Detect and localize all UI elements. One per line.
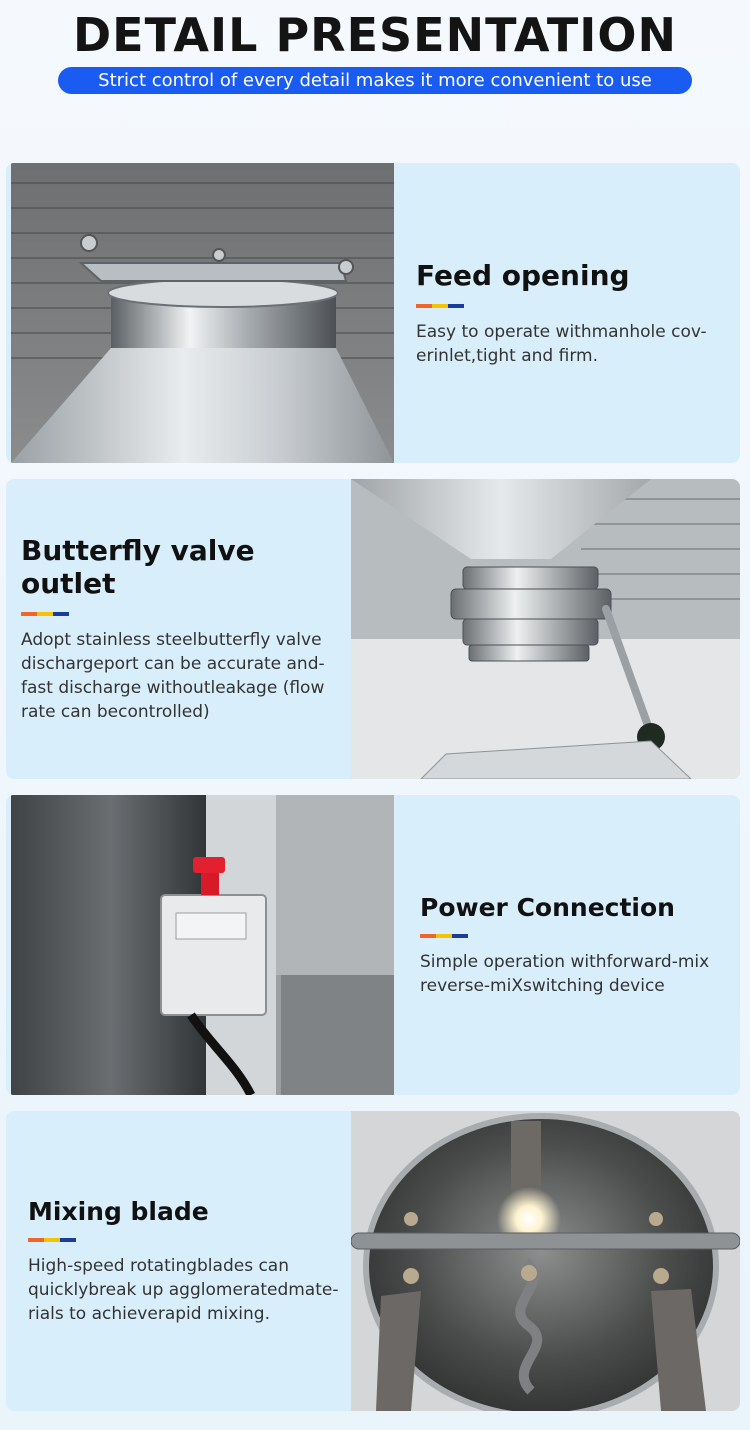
feature-heading: Power Connection (420, 892, 675, 922)
feature-card-feed-opening (6, 163, 740, 463)
accent-underline (420, 934, 730, 938)
subtitle-banner: Strict control of every detail makes it more convenient to use (58, 67, 692, 94)
power-switch-photo (11, 795, 394, 1095)
butterfly-valve-photo (351, 479, 740, 779)
feature-card-power-connection (6, 795, 740, 1095)
feature-card-mixing-blade (6, 1111, 740, 1411)
page-title: DETAIL PRESENTATION (73, 8, 677, 62)
feature-text (28, 1111, 353, 1411)
feature-description: Easy to operate withmanhole cov- erinlet,tight and firm. (416, 321, 707, 366)
feature-heading: Mixing blade (28, 1196, 209, 1226)
feature-text (416, 163, 726, 463)
feature-description: Adopt stainless steelbutterfly valve dischargeport can be accurate and- fast discharge withoutleakage (flow rate can becontrolled) (21, 630, 325, 722)
accent-underline (28, 1238, 353, 1242)
feature-description: Simple operation withforward-mix reverse-miXswitching device (420, 951, 710, 996)
feature-card-butterfly-valve (6, 479, 740, 779)
accent-underline (416, 304, 726, 308)
feature-heading: Butterfly valve outlet (21, 534, 255, 600)
feature-description: High-speed rotatingblades can quicklybreak up agglomeratedmate- rials to achieverapid mixing. (28, 1255, 339, 1324)
feature-heading: Feed opening (416, 258, 630, 292)
feature-text (420, 795, 730, 1095)
accent-underline (21, 612, 351, 616)
feature-text (21, 479, 351, 779)
manhole-cover-photo (11, 163, 394, 463)
mixing-blade-photo (351, 1111, 740, 1411)
